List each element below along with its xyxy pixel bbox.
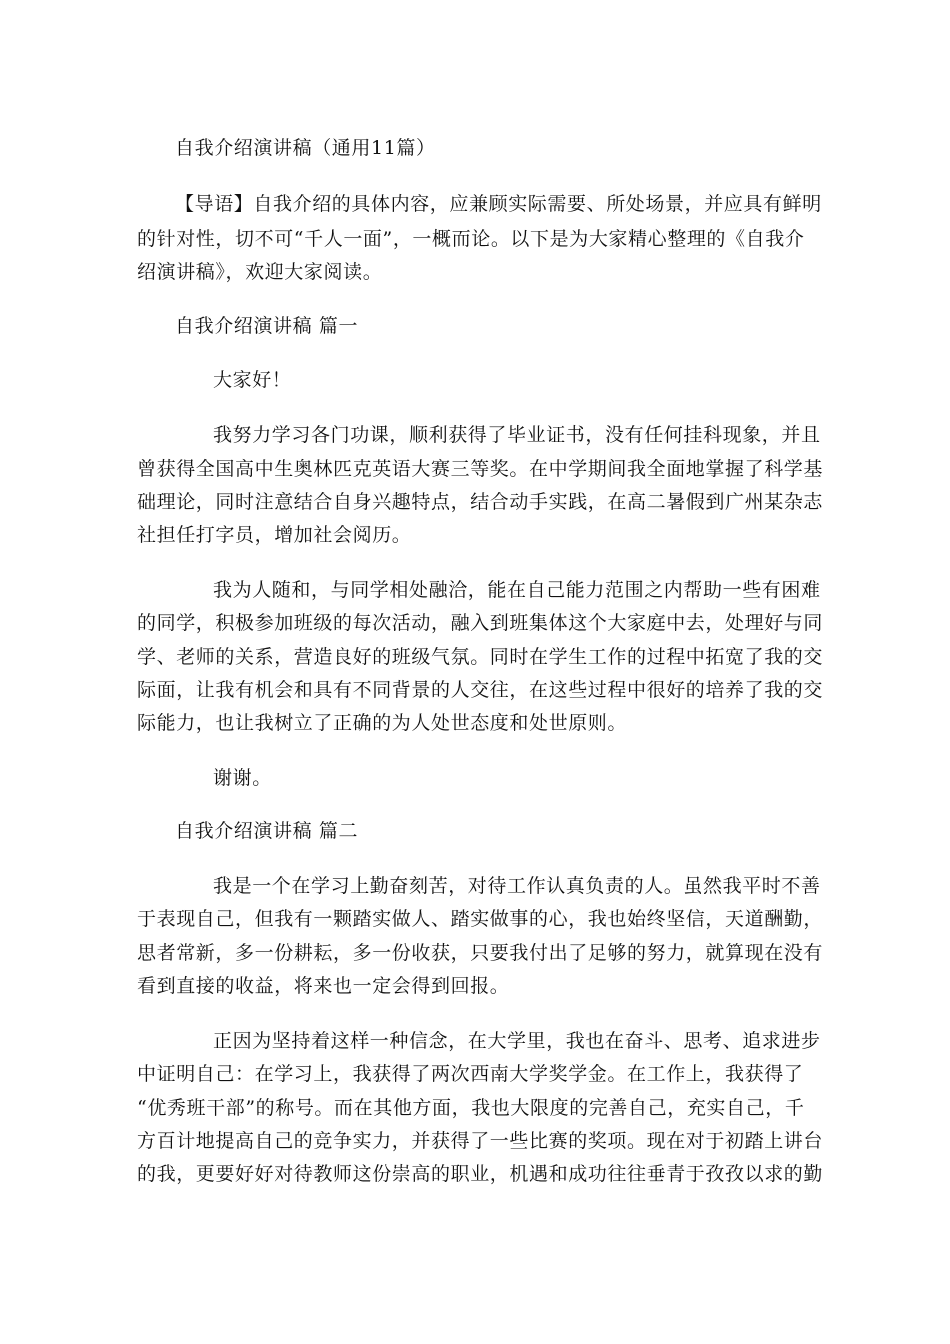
document-title: 自我介绍演讲稿（通用11篇） bbox=[175, 137, 436, 159]
paragraph-line: 于表现自己，但我有一颗踏实做人、踏实做事的心，我也始终坚信，天道酬勤， bbox=[137, 908, 824, 930]
paragraph-line: 方百计地提高自己的竞争实力，并获得了一些比赛的奖项。现在对于初踏上讲台 bbox=[137, 1130, 824, 1152]
paragraph-line: 学、老师的关系，营造良好的班级气氛。同时在学生工作的过程中拓宽了我的交 bbox=[137, 646, 824, 668]
paragraph-line: “优秀班干部”的称号。而在其他方面，我也大限度的完善自己，充实自己，千 bbox=[137, 1097, 805, 1119]
paragraph-line: 际能力，也让我树立了正确的为人处世态度和处世原则。 bbox=[137, 712, 628, 734]
paragraph-line: 曾获得全国高中生奥林匹克英语大赛三等奖。在中学期间我全面地掌握了科学基 bbox=[137, 458, 824, 480]
paragraph-line: 际面，让我有机会和具有不同背景的人交往，在这些过程中很好的培养了我的交 bbox=[137, 679, 824, 701]
paragraph-line: 思者常新，多一份耕耘，多一份收获，只要我付出了足够的努力，就算现在没有 bbox=[137, 942, 824, 964]
paragraph-line: 看到直接的收益，将来也一定会得到回报。 bbox=[137, 975, 510, 997]
paragraph-line: 我为人随和，与同学相处融洽，能在自己能力范围之内帮助一些有困难 bbox=[213, 579, 821, 601]
paragraph-line: 我是一个在学习上勤奋刻苦，对待工作认真负责的人。虽然我平时不善 bbox=[213, 875, 821, 897]
paragraph-line: 础理论，同时注意结合自身兴趣特点，结合动手实践，在高二暑假到广州某杂志 bbox=[137, 491, 824, 513]
paragraph-line: 正因为坚持着这样一种信念，在大学里，我也在奋斗、思考、追求进步 bbox=[213, 1030, 821, 1052]
intro-line: 【导语】自我介绍的具体内容，应兼顾实际需要、所处场景，并应具有鲜明 bbox=[175, 193, 822, 215]
section-heading: 自我介绍演讲稿 篇二 bbox=[175, 820, 359, 842]
intro-line: 绍演讲稿》，欢迎大家阅读。 bbox=[137, 261, 383, 283]
section-heading: 自我介绍演讲稿 篇一 bbox=[175, 315, 359, 337]
paragraph-line: 社担任打字员，增加社会阅历。 bbox=[137, 524, 412, 546]
paragraph-line: 的同学，积极参加班级的每次活动，融入到班集体这个大家庭中去，处理好与同 bbox=[137, 612, 824, 634]
paragraph-line: 的我，更要好好对待教师这份崇高的职业，机遇和成功往往垂青于孜孜以求的勤 bbox=[137, 1163, 824, 1185]
thanks-text: 谢谢。 bbox=[213, 767, 272, 789]
greeting: 大家好！ bbox=[213, 369, 292, 391]
paragraph-line: 我努力学习各门功课，顺利获得了毕业证书，没有任何挂科现象，并且 bbox=[213, 424, 821, 446]
paragraph-line: 中证明自己：在学习上，我获得了两次西南大学奖学金。在工作上，我获得了 bbox=[137, 1063, 804, 1085]
intro-line: 的针对性，切不可“千人一面”，一概而论。以下是为大家精心整理的《自我介 bbox=[137, 228, 805, 250]
